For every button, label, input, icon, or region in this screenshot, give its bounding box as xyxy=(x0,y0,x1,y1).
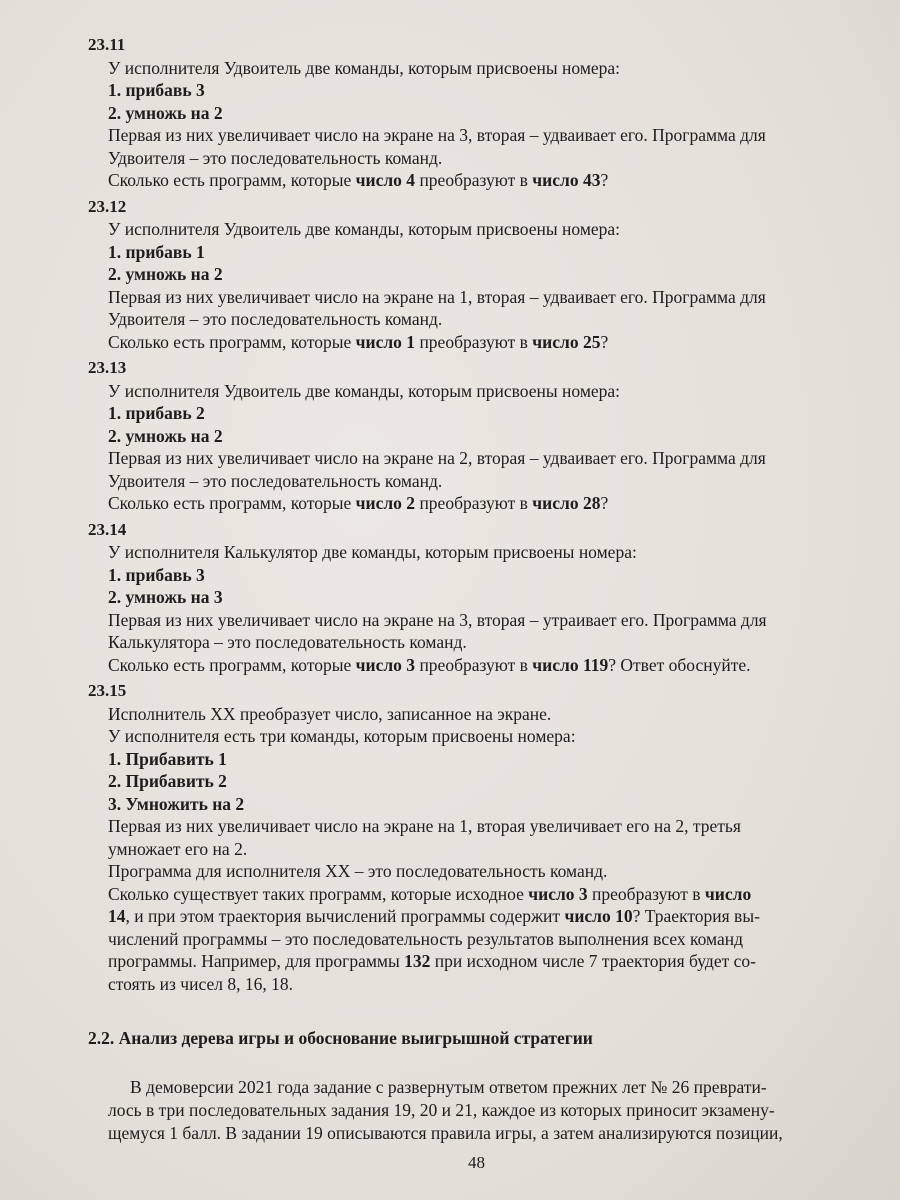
text: Калькулятора – это последовательность команд. xyxy=(108,632,467,652)
text-line xyxy=(88,815,898,838)
bold-text: число 10 xyxy=(564,906,633,926)
intro-line: В демоверсии 2021 года задание с развернутым ответом прежних лет № 26 преврати- xyxy=(130,1077,767,1097)
text: У исполнителя есть три команды, которым присвоены номера: xyxy=(108,726,576,746)
text-line xyxy=(88,748,898,771)
bold-text: 1. прибавь 2 xyxy=(108,403,205,423)
bold-text: число 25 xyxy=(532,331,601,352)
text: преобразуют в xyxy=(415,493,533,513)
bold-text: 2. Прибавить 2 xyxy=(108,771,227,791)
intro-line: лось в три последовательных задания 19, 20 и 21, каждое из которых приносит экзамену- xyxy=(108,1100,775,1120)
text: преобразуют в xyxy=(415,654,533,675)
text-line xyxy=(88,147,898,170)
bold-text: 1. Прибавить 1 xyxy=(108,748,227,769)
text: умножает его на 2. xyxy=(108,838,248,859)
text-line xyxy=(88,425,898,448)
text-line xyxy=(88,402,898,425)
text: Сколько существует таких программ, которые исходное xyxy=(108,883,529,904)
text: преобразуют в xyxy=(415,331,533,352)
text: ? xyxy=(600,331,609,352)
bold-text: 2. умножь на 2 xyxy=(108,102,223,123)
text: преобразуют в xyxy=(587,883,705,904)
text-line xyxy=(88,703,898,726)
bold-text: число 2 xyxy=(355,493,416,513)
text: Сколько есть программ, которые xyxy=(108,170,356,190)
text-line xyxy=(88,79,898,102)
text-line xyxy=(88,308,898,331)
text-line xyxy=(88,793,898,816)
problem-number: 23.11 xyxy=(88,35,126,54)
section-heading: 2.2. Анализ дерева игры и обоснование выигрышной стратегии xyxy=(88,1028,593,1048)
bold-text: 14 xyxy=(108,906,126,926)
bold-text: 1. прибавь 3 xyxy=(108,80,205,100)
problem-23-12 xyxy=(88,196,898,354)
text-line xyxy=(88,541,898,564)
bold-text: число 3 xyxy=(528,883,588,904)
text: стоять из чисел 8, 16, 18. xyxy=(108,973,293,994)
bold-text: число 4 xyxy=(355,170,416,190)
text-line xyxy=(88,470,898,493)
intro-paragraph xyxy=(88,1076,898,1145)
text: ? Траектория вы- xyxy=(632,906,760,926)
text-line xyxy=(88,218,898,241)
text: Первая из них увеличивает число на экране на 1, вторая – удваивает его. Программа для xyxy=(108,286,766,307)
text: ? Ответ обоснуйте. xyxy=(608,654,751,675)
text-line xyxy=(88,860,898,883)
text: числений программы – это последовательность результатов выполнения всех команд xyxy=(108,928,743,949)
bold-text: 3. Умножить на 2 xyxy=(108,793,245,814)
text-line xyxy=(88,286,898,309)
text: ? xyxy=(600,493,609,513)
problem-23-13 xyxy=(88,357,898,515)
problem-number: 23.14 xyxy=(88,519,127,539)
text-line xyxy=(88,102,898,125)
text: У исполнителя Калькулятор две команды, которым присвоены номера: xyxy=(108,542,637,562)
text-line xyxy=(88,725,898,748)
text-line xyxy=(88,241,898,264)
bold-text: 132 xyxy=(404,951,431,971)
text: Первая из них увеличивает число на экране на 3, вторая – утраивает его. Программа для xyxy=(108,609,767,630)
problem-number: 23.13 xyxy=(88,358,127,377)
text-line xyxy=(88,57,898,80)
text-line xyxy=(88,331,898,354)
text-line xyxy=(88,169,898,192)
text: Первая из них увеличивает число на экране на 1, вторая увеличивает его на 2, третья xyxy=(108,816,741,836)
text-line xyxy=(88,928,898,951)
text: Удвоителя – это последовательность команд. xyxy=(108,470,443,491)
text: программы. Например, для программы xyxy=(108,951,405,971)
problem-number: 23.12 xyxy=(88,196,127,216)
bold-text: число xyxy=(704,883,752,904)
bold-text: число 119 xyxy=(532,654,609,675)
problem-23-14 xyxy=(88,519,898,677)
bold-text: 1. прибавь 1 xyxy=(108,241,205,262)
text: преобразуют в xyxy=(415,170,533,190)
bold-text: 2. умножь на 2 xyxy=(108,264,223,284)
text-line xyxy=(88,654,898,677)
text-line xyxy=(88,263,898,286)
text-line xyxy=(88,564,898,587)
bold-text: 1. прибавь 3 xyxy=(108,564,205,585)
bold-text: число 28 xyxy=(532,493,601,513)
text: У исполнителя Удвоитель две команды, которым присвоены номера: xyxy=(108,57,621,78)
bold-text: 2. умножь на 3 xyxy=(108,587,223,607)
text: Программа для исполнителя XX – это последовательность команд. xyxy=(108,861,608,881)
problems-list xyxy=(88,34,898,999)
text: Сколько есть программ, которые xyxy=(108,331,356,352)
text-line xyxy=(88,950,898,973)
text-line xyxy=(88,586,898,609)
text: Исполнитель XX преобразует число, записанное на экране. xyxy=(108,703,552,724)
text-line xyxy=(88,492,898,515)
text: У исполнителя Удвоитель две команды, которым присвоены номера: xyxy=(108,380,621,401)
text-line xyxy=(88,770,898,793)
text: , и при этом траектория вычислений программы содержит xyxy=(125,906,565,926)
intro-line: щемуся 1 балл. В задании 19 описываются правила игры, а затем анализируются позиции, xyxy=(108,1123,783,1143)
text-line xyxy=(88,883,898,906)
bold-text: 2. умножь на 2 xyxy=(108,425,223,446)
problem-number: 23.15 xyxy=(88,681,127,700)
bold-text: число 43 xyxy=(532,170,601,190)
text-line xyxy=(88,609,898,632)
text: при исходном числе 7 траектория будет со- xyxy=(430,951,756,971)
text-line xyxy=(88,905,898,928)
text: Первая из них увеличивает число на экране на 2, вторая – удваивает его. Программа для xyxy=(108,448,766,468)
text: Сколько есть программ, которые xyxy=(108,493,356,513)
text: Удвоителя – это последовательность команд. xyxy=(108,147,443,168)
bold-text: число 3 xyxy=(355,654,416,675)
text-line xyxy=(88,124,898,147)
problem-23-15 xyxy=(88,680,898,995)
bold-text: число 1 xyxy=(355,331,416,352)
text-line xyxy=(88,380,898,403)
text-line xyxy=(88,447,898,470)
text: Первая из них увеличивает число на экране на 3, вторая – удваивает его. Программа для xyxy=(108,125,766,145)
text: Удвоителя – это последовательность команд. xyxy=(108,309,443,329)
text: ? xyxy=(600,170,609,190)
page-number: 48 xyxy=(468,1153,485,1172)
text-line xyxy=(88,838,898,861)
text: У исполнителя Удвоитель две команды, которым присвоены номера: xyxy=(108,219,621,239)
text: Сколько есть программ, которые xyxy=(108,654,356,675)
text-line xyxy=(88,631,898,654)
text-line xyxy=(88,973,898,996)
problem-23-11 xyxy=(88,34,898,192)
